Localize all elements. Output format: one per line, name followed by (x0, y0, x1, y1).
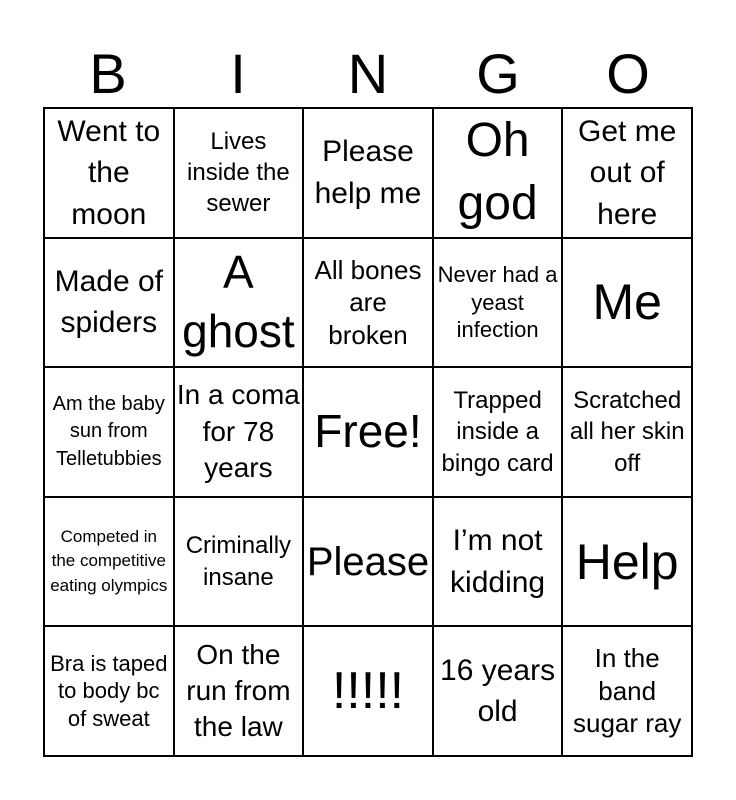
bingo-cell[interactable] (303, 367, 433, 497)
cell-text: Competed in the competitive eating olympics (50, 526, 168, 595)
bingo-cell[interactable] (562, 238, 692, 368)
header-letter-o: O (606, 42, 650, 105)
bingo-cell[interactable] (433, 626, 563, 756)
bingo-cell[interactable] (44, 497, 174, 627)
bingo-cell[interactable] (44, 108, 174, 238)
cell-text: Lives inside the sewer (187, 128, 290, 218)
cell-text: Criminally insane (185, 532, 292, 591)
cell-text: All bones are broken (314, 254, 422, 350)
bingo-grid (43, 107, 693, 757)
cell-text: Am the baby sun from Telletubbies (52, 392, 165, 470)
header-letter-n: N (347, 42, 389, 105)
cell-text: In a coma for 78 years (176, 379, 300, 484)
bingo-cell[interactable] (174, 108, 304, 238)
bingo-cell[interactable] (433, 497, 563, 627)
cell-text: Please (306, 539, 430, 584)
header-letter-i: I (230, 42, 246, 105)
bingo-cell[interactable] (303, 626, 433, 756)
cell-text: In the band sugar ray (573, 643, 682, 739)
cell-text: 16 years old (440, 653, 556, 729)
cell-text: On the run from the law (186, 638, 291, 743)
bingo-cell[interactable] (174, 626, 304, 756)
bingo-cell[interactable] (562, 497, 692, 627)
bingo-cell[interactable] (303, 108, 433, 238)
bingo-cell[interactable] (44, 626, 174, 756)
header-letter-g: G (476, 42, 520, 105)
bingo-cell[interactable] (433, 367, 563, 497)
bingo-cell[interactable] (303, 238, 433, 368)
bingo-cell[interactable] (303, 497, 433, 627)
bingo-cell[interactable] (562, 626, 692, 756)
cell-text: Me (592, 274, 662, 331)
bingo-cell[interactable] (562, 108, 692, 238)
cell-text: Bra is taped to body bc of sweat (50, 650, 168, 731)
cell-text: Free! (314, 405, 422, 458)
cell-text: A ghost (182, 245, 295, 358)
bingo-cell[interactable] (433, 238, 563, 368)
cell-text: Help (575, 533, 679, 590)
header-letter-b: B (89, 42, 127, 105)
bingo-header (43, 40, 693, 108)
cell-text: Never had a yeast infection (437, 262, 558, 343)
bingo-cell[interactable] (174, 238, 304, 368)
cell-text: I’m not kidding (450, 524, 546, 599)
bingo-cell[interactable] (44, 367, 174, 497)
cell-text: Get me out of here (578, 114, 677, 231)
cell-text: Trapped inside a bingo card (441, 387, 554, 477)
cell-text: !!!!! (331, 662, 405, 721)
bingo-cell[interactable] (44, 238, 174, 368)
cell-text: Oh god (457, 114, 538, 230)
bingo-cell[interactable] (562, 367, 692, 497)
bingo-cell[interactable] (174, 497, 304, 627)
cell-text: Made of spiders (54, 265, 163, 340)
bingo-cell[interactable] (433, 108, 563, 238)
cell-text: Went to the moon (57, 114, 161, 231)
bingo-cell[interactable] (174, 367, 304, 497)
cell-text: Scratched all her skin off (569, 387, 685, 477)
cell-text: Please help me (314, 135, 422, 210)
